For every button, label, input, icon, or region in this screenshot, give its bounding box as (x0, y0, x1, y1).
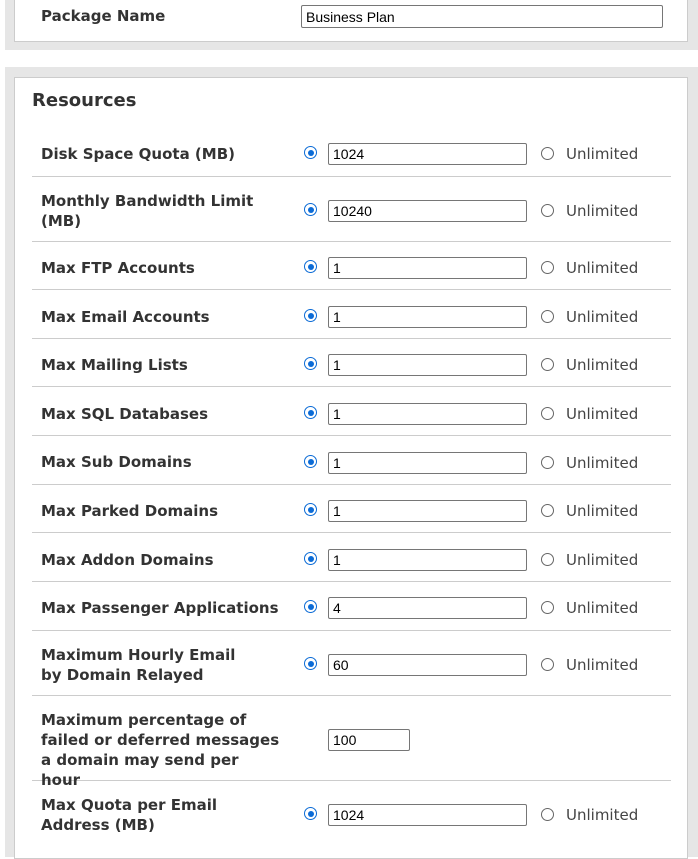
mailing-lists-label: Max Mailing Lists (41, 356, 188, 374)
unlimited-label: Unlimited (566, 202, 639, 220)
unlimited-radio[interactable] (541, 456, 554, 469)
package-name-label: Package Name (41, 7, 166, 25)
hourly-email-input[interactable] (328, 654, 527, 676)
value-radio[interactable] (304, 455, 317, 468)
failed-percentage-input[interactable] (328, 729, 410, 751)
unlimited-radio[interactable] (541, 358, 554, 371)
addon-domains-input[interactable] (328, 549, 527, 571)
email-accounts-input[interactable] (328, 306, 527, 328)
passenger-apps-input[interactable] (328, 597, 527, 619)
value-radio[interactable] (304, 406, 317, 419)
table-row (32, 436, 671, 485)
value-radio[interactable] (304, 552, 317, 565)
passenger-apps-label: Max Passenger Applications (41, 599, 279, 617)
unlimited-label: Unlimited (566, 551, 639, 569)
table-row (32, 631, 671, 696)
value-radio[interactable] (304, 309, 317, 322)
value-radio[interactable] (304, 146, 317, 159)
unlimited-radio[interactable] (541, 658, 554, 671)
sql-databases-label: Max SQL Databases (41, 405, 209, 423)
unlimited-radio[interactable] (541, 504, 554, 517)
unlimited-label: Unlimited (566, 454, 639, 472)
unlimited-label: Unlimited (566, 599, 639, 617)
sql-databases-input[interactable] (328, 403, 527, 425)
unlimited-label: Unlimited (566, 502, 639, 520)
unlimited-radio[interactable] (541, 808, 554, 821)
parked-domains-input[interactable] (328, 500, 527, 522)
disk-space-input[interactable] (328, 143, 527, 165)
table-row (32, 242, 671, 290)
unlimited-radio[interactable] (541, 147, 554, 160)
package-name-input[interactable] (301, 5, 663, 28)
table-row (32, 290, 671, 339)
unlimited-label: Unlimited (566, 145, 639, 163)
table-row (32, 582, 671, 631)
unlimited-radio[interactable] (541, 261, 554, 274)
value-radio[interactable] (304, 203, 317, 216)
unlimited-label: Unlimited (566, 356, 639, 374)
value-radio[interactable] (304, 503, 317, 516)
table-row (32, 339, 671, 387)
value-radio[interactable] (304, 807, 317, 820)
sub-domains-label: Max Sub Domains (41, 453, 192, 471)
unlimited-label: Unlimited (566, 308, 639, 326)
unlimited-label: Unlimited (566, 405, 639, 423)
parked-domains-label: Max Parked Domains (41, 502, 219, 520)
ftp-accounts-input[interactable] (328, 257, 527, 279)
value-radio[interactable] (304, 600, 317, 613)
table-row (32, 781, 671, 843)
unlimited-radio[interactable] (541, 310, 554, 323)
value-radio[interactable] (304, 357, 317, 370)
failed-percentage-label: Maximum percentage of failed or deferred messages a domain may send per hour (41, 711, 280, 789)
package-panel-inner (14, 0, 688, 42)
table-row (32, 177, 671, 242)
ftp-accounts-label: Max FTP Accounts (41, 259, 195, 277)
sub-domains-input[interactable] (328, 452, 527, 474)
table-row (32, 387, 671, 436)
unlimited-radio[interactable] (541, 601, 554, 614)
table-row (32, 533, 671, 582)
unlimited-radio[interactable] (541, 204, 554, 217)
hourly-email-label: Maximum Hourly Email by Domain Relayed (41, 646, 236, 684)
disk-space-label: Disk Space Quota (MB) (41, 145, 235, 163)
unlimited-label: Unlimited (566, 656, 639, 674)
unlimited-radio[interactable] (541, 553, 554, 566)
unlimited-radio[interactable] (541, 407, 554, 420)
value-radio[interactable] (304, 657, 317, 670)
email-quota-input[interactable] (328, 804, 527, 826)
mailing-lists-input[interactable] (328, 354, 527, 376)
bandwidth-label: Monthly Bandwidth Limit (MB) (41, 192, 254, 230)
table-row (32, 485, 671, 533)
email-accounts-label: Max Email Accounts (41, 308, 210, 326)
table-row (32, 129, 671, 177)
bandwidth-input[interactable] (328, 200, 527, 222)
unlimited-label: Unlimited (566, 259, 639, 277)
resources-title: Resources (32, 90, 137, 111)
addon-domains-label: Max Addon Domains (41, 551, 214, 569)
email-quota-label: Max Quota per Email Address (MB) (41, 796, 218, 834)
unlimited-label: Unlimited (566, 806, 639, 824)
value-radio[interactable] (304, 260, 317, 273)
table-row (32, 696, 671, 789)
